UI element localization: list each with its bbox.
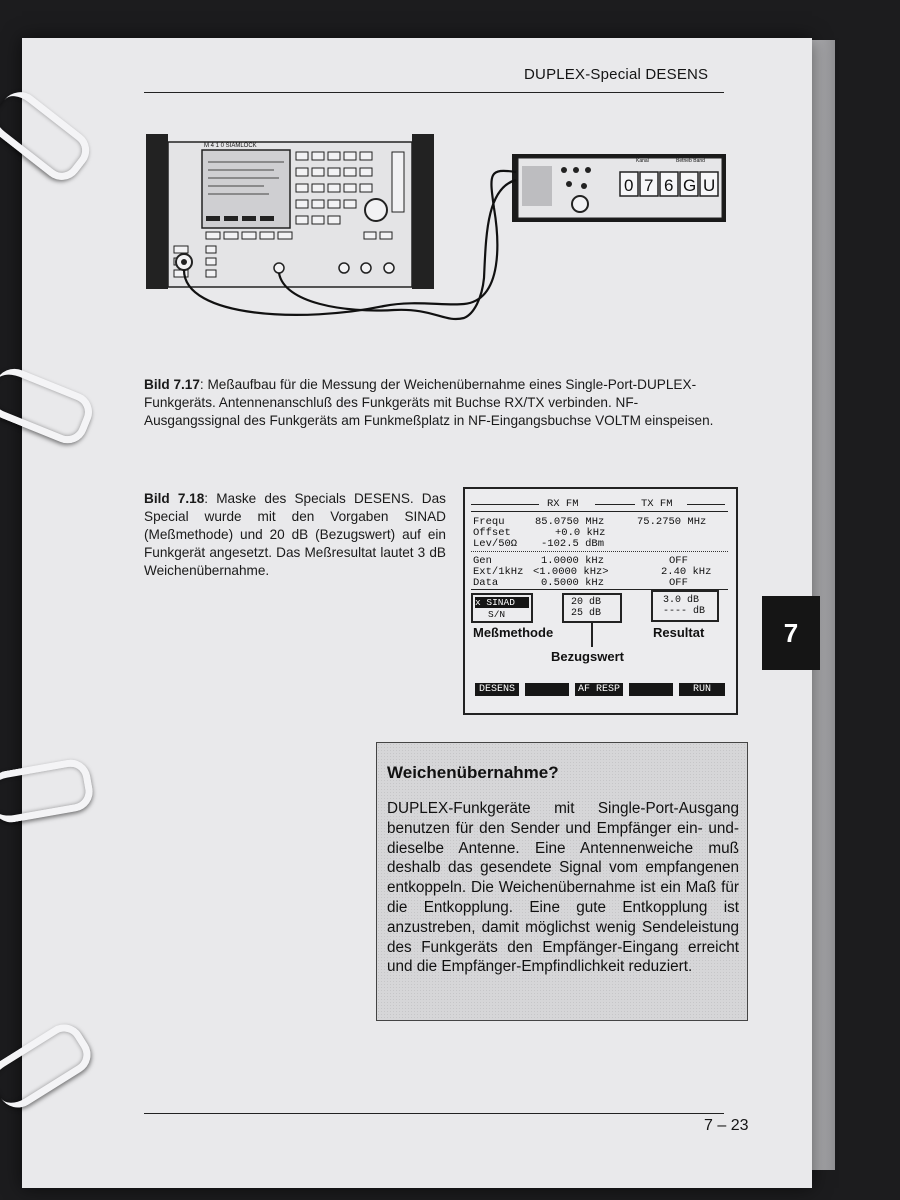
row-offset-label: Offset (473, 527, 511, 539)
label-reference-value: Bezugswert (551, 649, 624, 664)
device-label: M 4 1 0 SIAMLOCK (204, 143, 257, 149)
info-box-title: Weichenübernahme? (387, 763, 559, 782)
tx-fm-header: TX FM (641, 498, 673, 510)
page-header-title: DUPLEX-Special DESENS (524, 66, 709, 83)
chapter-tab[interactable]: 7 (762, 596, 820, 670)
desens-screen-mask (463, 487, 738, 715)
radio-channel-display (620, 172, 718, 196)
reference-value-1: 20 dB (571, 597, 602, 608)
result-value-1: 3.0 dB (663, 595, 700, 606)
info-box (376, 742, 748, 1021)
figure-7-17-caption (144, 376, 729, 430)
figure-7-17-label: Bild 7.17 (144, 377, 200, 392)
row-data-tx: OFF (669, 577, 688, 589)
label-measurement-method: Meßmethode (473, 625, 554, 640)
row-gen-rx: 1.0000 kHz (541, 555, 605, 567)
test-set-device (146, 134, 434, 289)
row-data-rx: 0.5000 kHz (541, 577, 605, 589)
label-result: Resultat (653, 625, 705, 640)
method-select-box[interactable] (471, 593, 533, 623)
row-frequ-tx: 75.2750 MHz (637, 516, 707, 528)
row-ext-rx: <1.0000 kHz> (533, 566, 609, 578)
row-frequ-rx: 85.0750 MHz (535, 516, 605, 528)
row-ext-tx: 2.40 kHz (661, 566, 712, 578)
radio-digit-2: 6 (664, 176, 674, 195)
voltm-socket (274, 263, 284, 273)
info-box-text: DUPLEX-Funkgeräte mit Single-Port-Ausgang benutzen für den Sender und Empfänger ein- und-dieselbe Antenne. Eine Antennenweiche muß deshalb das gesendete Signal vom empfangenen entkoppeln. Die Weichenübernahme ist ein Maß für die Entkopplung. Eine gute Entkopplung ist anzustreben, damit möglichst wenig Sendeleistung des Funkgeräts den Empfänger-Eingang erreicht und die Empfänger-Empfindlichkeit reduziert. (387, 800, 739, 976)
method-selected: x SINAD (475, 597, 529, 608)
row-gen-tx: OFF (669, 555, 688, 567)
rx-fm-header: RX FM (547, 498, 579, 510)
radio-label-kanal: Kanal (636, 158, 649, 164)
header-rule (144, 92, 724, 93)
method-other: S/N (488, 609, 506, 620)
row-level-rx: -102.5 dBm (541, 538, 605, 550)
softkey-desens[interactable]: DESENS (475, 683, 519, 696)
radio-digit-3: G (683, 176, 697, 195)
reference-value-2: 25 dB (571, 608, 602, 619)
softkey-af-resp[interactable]: AF RESP (575, 683, 623, 696)
row-gen-label: Gen (473, 555, 492, 567)
row-offset-rx: +0.0 kHz (555, 527, 606, 539)
radio-device (512, 154, 726, 222)
row-ext-label: Ext/1kHz (473, 566, 524, 578)
row-frequ-label: Frequ (473, 516, 505, 528)
figure-7-17-text: : Meßaufbau für die Messung der Weichenübernahme eines Single-Port-DUPLEX-Funkgeräts. Antennenanschluß des Funkgeräts mit Buchse RX/TX verbinden. NF-Ausgangssignal des Funkgeräts am Funkmeßplatz in NF-Eingangsbuchse VOLTM einspeisen. (144, 377, 714, 428)
reference-value-box[interactable] (562, 593, 622, 623)
softkey-blank-1[interactable] (525, 683, 569, 696)
tuning-knob (365, 199, 387, 221)
row-data-label: Data (473, 577, 499, 589)
result-box (651, 590, 719, 622)
figure-7-18-caption (144, 490, 446, 580)
measurement-setup-diagram (144, 128, 734, 338)
result-value-2: ---- dB (663, 606, 706, 617)
figure-7-18-text: : Maske des Specials DESENS. Das Special wurde mit den Vorgaben SINAD (Meßmethode) und 20 dB (Bezugswert) auf ein Funkgerät angesetzt. Das Meßresultat lautet 3 dB Weichenübernahme. (144, 491, 446, 578)
figure-7-18-label: Bild 7.18 (144, 491, 205, 506)
softkey-blank-2[interactable] (629, 683, 673, 696)
radio-digit-1: 7 (644, 176, 654, 195)
radio-digit-4: U (703, 176, 716, 195)
softkey-run[interactable]: RUN (679, 683, 725, 696)
footer-rule (144, 1113, 724, 1114)
radio-label-betrieb: Betrieb Band (676, 158, 705, 164)
page-number: 7 – 23 (704, 1117, 749, 1134)
row-level-label: Lev/50Ω (473, 538, 518, 550)
radio-digit-0: 0 (624, 176, 634, 195)
